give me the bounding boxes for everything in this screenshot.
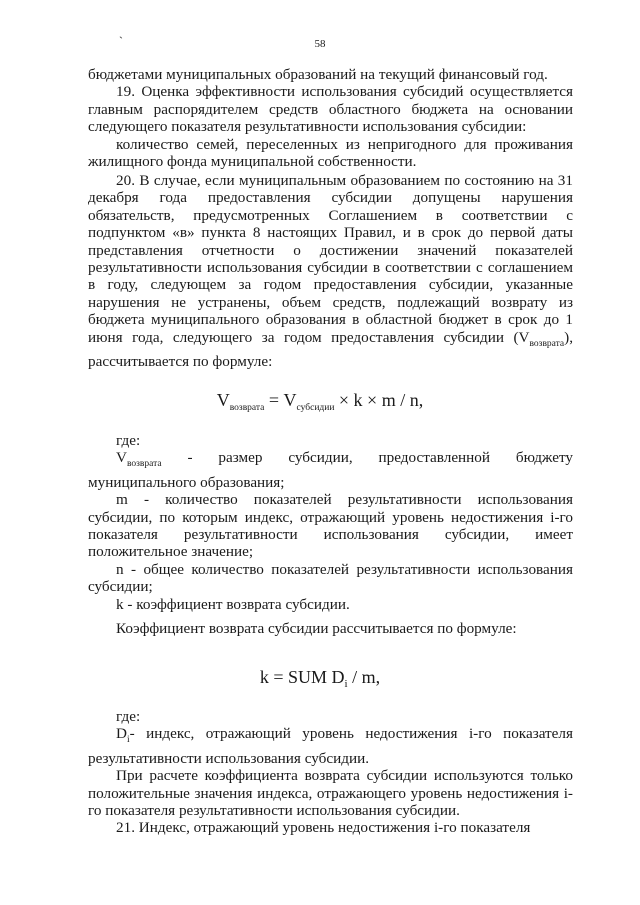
text-block-5 — [88, 708, 573, 837]
formula1-v2-sub: субсидии — [296, 403, 335, 413]
k-intro-block — [88, 620, 573, 637]
formula2-sub: i — [344, 678, 348, 690]
formula2-rest: / m, — [347, 667, 381, 687]
formula1-rest: × k × m / n, — [334, 390, 424, 410]
definition-m: m - количество показателей результативности использования субсидии, по которым индекс, отражающий уровень недостижения i-го показателя результативности использования субсидии, имеет положительное значение; — [88, 491, 573, 561]
paragraph-20-main: 20. В случае, если муниципальным образованием по состоянию на 31 декабря года предоставления субсидии допущены нарушения обязательств, предусмотренных Соглашением в соответствии с подпунктом «в» пункта 8 настоящих Правил, и в срок до первой даты представления отчетности о достижении значений показателей результативности использования субсидии в соответствии с соглашением в году, следующем за годом предоставления субсидии, указанные нарушения не устранены, объем средств, подлежащий возврату из бюджета муниципального образования в областной бюджет в срок до 1 июня года, следующего за годом предоставления субсидии (V — [88, 172, 573, 346]
paragraph-21: 21. Индекс, отражающий уровень недостижения i-го показателя — [116, 819, 531, 837]
definition-d-text: - индекс, отражающий уровень недостижения i-го показателя результативности использования субсидии. — [88, 725, 573, 767]
definition-v-text: - размер субсидии, предоставленной бюджету муниципального образования; — [88, 449, 573, 491]
definition-d-sub: i — [126, 735, 130, 746]
text-block-1 — [88, 66, 573, 170]
indicator-item: количество семей, переселенных из непригодного для проживания жилищного фонда муниципальной собственности. — [88, 135, 573, 171]
definitions-block — [88, 432, 573, 613]
definition-v-sub: возврата — [126, 459, 162, 470]
definition-d — [88, 725, 573, 767]
where-label-2: где: — [116, 708, 141, 725]
definition-n: n - общее количество показателей результативности использования субсидии; — [88, 560, 573, 596]
paragraph-20-subscript: возврата — [529, 338, 565, 349]
calculation-note: При расчете коэффициента возврата субсидии используются только положительные значения индекса, отражающего уровень недостижения i-го показателя результативности использования субсидии. — [88, 767, 573, 820]
formula1-v: V — [216, 390, 230, 410]
paragraph-19: 19. Оценка эффективности использования субсидий осуществляется главным распорядителем средств областного бюджета на основании следующего показателя результативности использования субсидии: — [88, 83, 573, 136]
formula2-lhs: k = SUM D — [259, 667, 345, 687]
definition-d-symbol: D — [116, 725, 127, 743]
formula1-eq: = V — [264, 390, 297, 410]
corner-mark: ` — [119, 34, 123, 48]
definition-v — [88, 449, 573, 491]
page-number: 58 — [314, 38, 326, 50]
paragraph-20 — [88, 172, 573, 370]
k-intro: Коэффициент возврата субсидии рассчитывается по формуле: — [116, 620, 517, 637]
paragraph-continuation: бюджетами муниципальных образований на текущий финансовый год. — [88, 66, 548, 83]
paragraph-20-tail: ), рассчитывается по формуле: — [88, 328, 573, 371]
text-block-2 — [88, 172, 573, 370]
formula-coefficient — [0, 667, 640, 690]
definition-v-symbol: V — [116, 449, 127, 467]
definition-k: k - коэффициент возврата субсидии. — [116, 595, 350, 613]
formula1-v-sub: возврата — [229, 403, 265, 413]
where-label: где: — [116, 432, 141, 449]
formula-return-volume — [0, 390, 640, 413]
